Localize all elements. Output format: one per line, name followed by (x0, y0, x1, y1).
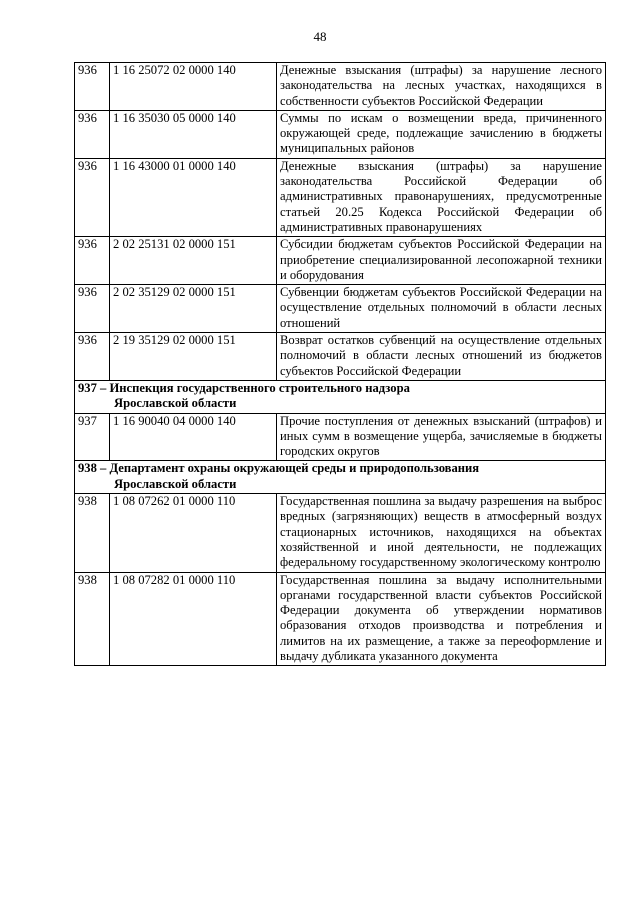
revenue-name-cell: Государственная пошлина за выдачу разрешения на выброс вредных (загрязняющих) веществ в атмосферный воздух стационарных источников, находящихся на объектах хозяйственной и иной деятельности, не подлежащих федеральному государственному экологическому контролю (277, 494, 606, 572)
revenue-code-cell: 2 02 35129 02 0000 151 (110, 285, 277, 333)
section-title: 938 – Департамент охраны окружающей среды и природопользования (78, 461, 480, 476)
table-row (75, 63, 606, 111)
section-title-continued: Ярославской области (114, 476, 237, 491)
admin-code-cell: 938 (75, 572, 110, 666)
revenue-name-cell: Денежные взыскания (штрафы) за нарушение лесного законодательства на лесных участках, находящихся в собственности субъектов Российской Федерации (277, 63, 606, 111)
admin-code-cell: 936 (75, 158, 110, 236)
revenue-code-cell: 1 16 43000 01 0000 140 (110, 158, 277, 236)
revenue-name-cell: Суммы по искам о возмещении вреда, причиненного окружающей среде, подлежащие зачислению в бюджеты муниципальных районов (277, 110, 606, 158)
table-row (75, 158, 606, 236)
revenue-name-cell: Субсидии бюджетам субъектов Российской Федерации на приобретение специализированной лесопожарной техники и оборудования (277, 237, 606, 285)
table-row (75, 237, 606, 285)
admin-code-cell: 936 (75, 110, 110, 158)
admin-code-cell: 936 (75, 285, 110, 333)
page-number: 48 (313, 29, 327, 44)
table-row (75, 572, 606, 666)
table-row (75, 494, 606, 572)
revenue-name-cell: Прочие поступления от денежных взысканий (штрафов) и иных сумм в возмещение ущерба, зачисляемые в бюджеты городских округов (277, 413, 606, 461)
revenue-code-cell: 1 16 25072 02 0000 140 (110, 63, 277, 111)
table-row (75, 110, 606, 158)
section-header-row (75, 461, 606, 494)
admin-code-cell: 936 (75, 237, 110, 285)
revenue-code-cell: 1 16 35030 05 0000 140 (110, 110, 277, 158)
section-title: 937 – Инспекция государственного строительного надзора (78, 380, 410, 395)
revenue-code-cell: 1 08 07262 01 0000 110 (110, 494, 277, 572)
admin-code-cell: 936 (75, 63, 110, 111)
revenue-name-cell: Субвенции бюджетам субъектов Российской Федерации на осуществление отдельных полномочий в области лесных отношений (277, 285, 606, 333)
section-header-row (75, 380, 606, 413)
admin-code-cell: 936 (75, 333, 110, 381)
admin-code-cell: 937 (75, 413, 110, 461)
section-title-continued: Ярославской области (114, 396, 237, 411)
revenue-code-cell: 2 19 35129 02 0000 151 (110, 333, 277, 381)
table-row (75, 285, 606, 333)
revenue-name-cell: Государственная пошлина за выдачу исполнительными органами государственной власти субъектов Российской Федерации документа об утверждении нормативов образования отходов производства и потребления и лимитов на их размещение, а также за переоформление и выдачу дубликата указанного документа (277, 572, 606, 666)
revenue-codes-table (74, 62, 606, 666)
revenue-name-cell: Возврат остатков субвенций на осуществление отдельных полномочий в области лесных отношений из бюджетов субъектов Российской Федерации (277, 333, 606, 381)
section-header (75, 380, 606, 413)
table-row (75, 333, 606, 381)
revenue-code-cell: 1 08 07282 01 0000 110 (110, 572, 277, 666)
revenue-name-cell: Денежные взыскания (штрафы) за нарушение законодательства Российской Федерации об административных правонарушениях, предусмотренные статьей 20.25 Кодекса Российской Федерации об административных правонарушениях (277, 158, 606, 236)
section-header (75, 461, 606, 494)
revenue-code-cell: 2 02 25131 02 0000 151 (110, 237, 277, 285)
table-row (75, 413, 606, 461)
revenue-code-cell: 1 16 90040 04 0000 140 (110, 413, 277, 461)
admin-code-cell: 938 (75, 494, 110, 572)
